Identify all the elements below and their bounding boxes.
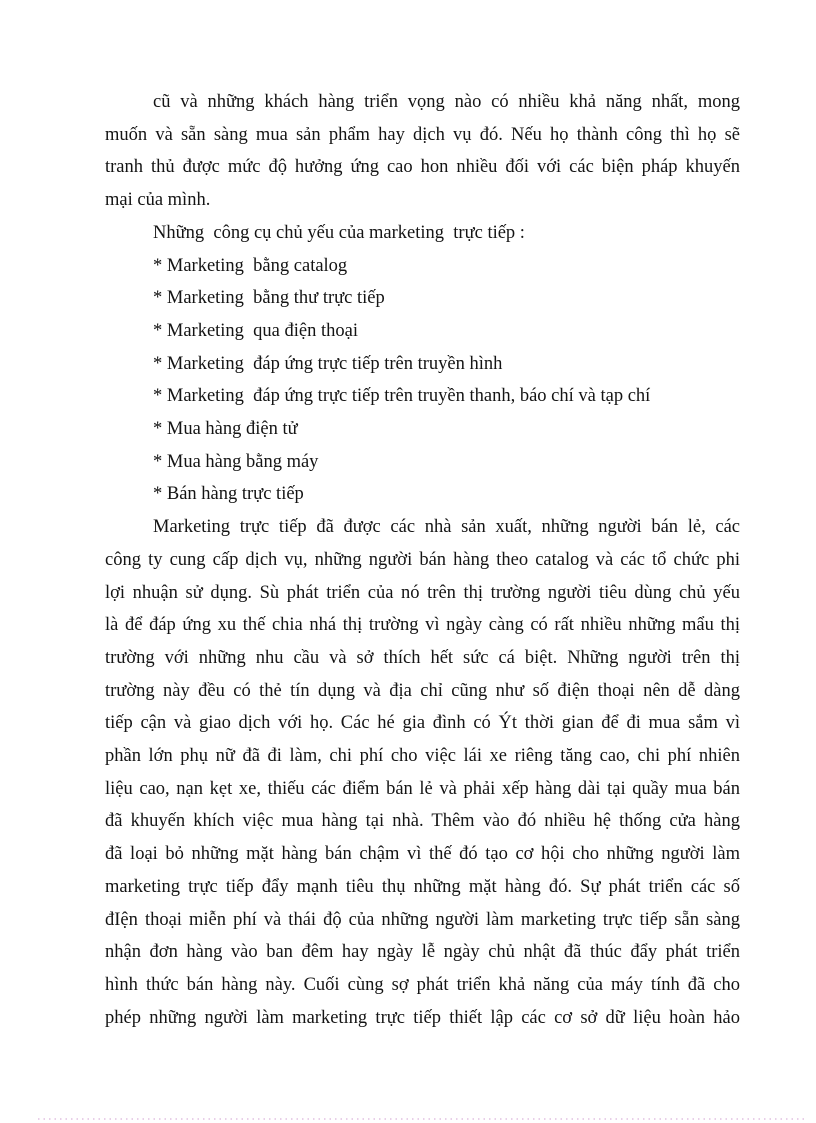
text-line: đã loại bỏ những mặt hàng bán chậm vì thế đó tạo cơ hội cho những người làm [105, 844, 740, 865]
text-line: liệu cao, nạn kẹt xe, thiếu các điểm bán lẻ và phải xếp hàng dài tại quầy mua bán [105, 778, 740, 799]
text-line: * Mua hàng điện tử [153, 419, 298, 440]
text-line: đIện thoại miễn phí và thái độ của những người làm marketing trực tiếp sẵn sàng [105, 909, 740, 930]
text-line: hình thức bán hàng này. Cuối cùng sợ phát triển khả năng của máy tính đã cho [105, 974, 740, 995]
paragraph-continuation [105, 86, 740, 217]
text-line: Marketing trực tiếp đã được các nhà sản xuất, những người bán lẻ, các [153, 517, 740, 538]
paragraph-development [105, 511, 740, 1034]
text-line: * Marketing bằng thư trực tiếp [153, 288, 385, 309]
paragraph-tools-heading [105, 217, 740, 250]
text-line: là để đáp ứng xu thế chia nhá thị trường vì ngày càng có rất nhiều những mẩu thị [105, 615, 740, 636]
text-line: phần lớn phụ nữ đã đi làm, chi phí cho việc lái xe riêng tăng cao, chi phí nhiên [105, 746, 740, 767]
text-line: * Marketing bằng catalog [153, 255, 348, 276]
text-line: * Marketing qua điện thoại [153, 320, 358, 341]
text-line: trường này đều có thẻ tín dụng và địa chỉ cũng như số điện thoại nên dễ dàng [105, 680, 740, 701]
text-line: muốn và sẵn sàng mua sản phẩm hay dịch vụ đó. Nếu họ thành công thì họ sẽ [105, 124, 740, 145]
text-line: trường với những nhu cầu và sở thích hết sức cá biệt. Những người trên thị [105, 647, 740, 668]
text-line: * Marketing đáp ứng trực tiếp trên truyền thanh, báo chí và tạp chí [153, 386, 651, 407]
text-line: công ty cung cấp dịch vụ, những người bán hàng theo catalog và các tổ chức phi [105, 549, 740, 570]
text-line: cũ và những khách hàng triển vọng nào có nhiều khả năng nhất, mong [153, 92, 740, 112]
text-line: * Marketing đáp ứng trực tiếp trên truyền hình [153, 353, 503, 374]
text-line: nhận đơn hàng vào ban đêm hay ngày lễ ngày chủ nhật đã thúc đẩy phát triển [105, 942, 740, 963]
text-line: tiếp cận và giao dịch với họ. Các hé gia đình có Ýt thời gian để đi mua sắm vì [105, 713, 740, 734]
text-line: phép những người làm marketing trực tiếp thiết lập các cơ sở dữ liệu hoàn hảo [105, 1007, 740, 1028]
text-line: tranh thủ được mức độ hưởng ứng cao hon nhiều đối với các biện pháp khuyến [105, 157, 740, 178]
text-line: đã khuyến khích việc mua hàng tại nhà. Thêm vào đó nhiều hệ thống cửa hàng [105, 811, 740, 832]
text-line: Những công cụ chủ yếu của marketing trực tiếp : [153, 222, 525, 243]
text-line: marketing trực tiếp đẩy mạnh tiêu thụ những mặt hàng đó. Sự phát triển các số [105, 876, 740, 897]
text-line: * Mua hàng bằng máy [153, 451, 319, 472]
text-line: lợi nhuận sử dụng. Sù phát triển của nó trên thị trường người tiêu dùng chủ yếu [105, 582, 740, 603]
text-line: * Bán hàng trực tiếp [153, 484, 304, 505]
list-marketing-tools [105, 250, 740, 512]
text-line: mại của mình. [105, 190, 211, 211]
document-body [105, 86, 740, 1034]
page-break-dotted-line [38, 1118, 806, 1120]
